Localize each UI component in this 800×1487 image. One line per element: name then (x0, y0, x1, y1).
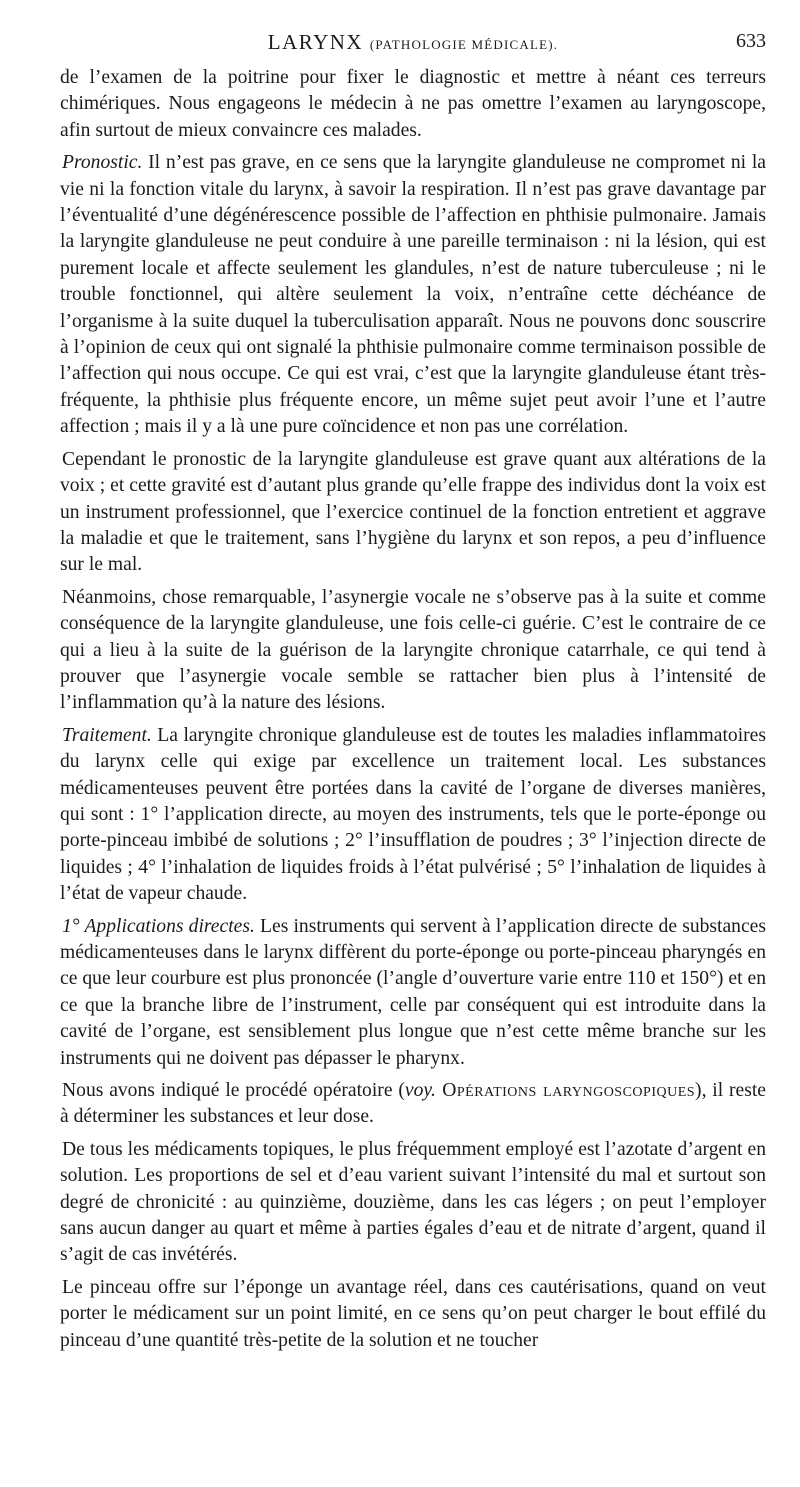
running-header (60, 30, 766, 56)
section-heading-pronostic: Pronostic. (62, 152, 143, 174)
paragraph-pronostic (60, 150, 766, 440)
section-heading-applications: 1° Applications directes. (62, 915, 255, 937)
paragraph-4-text: Néanmoins, chose remarquable, l’asynergie vocale ne s’observe pas à la suite et comme conséquence de la laryngite glanduleuse, une fois celle-ci guérie. C’est le contraire de ce qui a lieu à la suite de la guérison de la laryngite chronique catarrhale, ce qui tend à prouver que l’asynergie vocale semble se rattacher bien plus à l’intensité de l’inflammation qu’à la nature des lésions. (60, 586, 766, 714)
paragraph-7-text-after: ), il reste à déterminer les substances et leur dose. (60, 1080, 766, 1128)
paragraph-3-text: Cependant le pronostic de la laryngite glanduleuse est grave quant aux altérations de la voix ; et cette gravité est d’autant plus grande qu’elle frappe des individus dont la voix est un instrument professionnel, que l’exercice continuel de la fonction entretient et aggrave la maladie et que le traitement, sans l’hygiène du larynx et son repos, a peu d’influence sur le mal. (60, 448, 766, 576)
paragraph-1 (60, 65, 766, 144)
section-heading-traitement: Traitement. (62, 724, 152, 746)
paragraph-4 (60, 585, 766, 717)
paragraph-applications-text: Les instruments qui servent à l’application directe de substances médicamenteuses dans le larynx diffèrent du porte-éponge ou porte-pinceau pharyngés en ce que leur courbure est plus prononcée (l’angle d’ouverture varie entre 110 et 150°) et en ce que la branche libre de l’instrument, celle par conséquent qui est introduite dans la cavité de l’organe, est sensiblement plus longue que n’est cette même branche sur les instruments qui ne doivent pas dépasser le pharynx. (60, 915, 766, 1069)
paragraph-7 (60, 1078, 766, 1131)
paragraph-traitement (60, 723, 766, 908)
paragraph-3 (60, 447, 766, 579)
page-number: 633 (736, 30, 766, 52)
paragraph-7-text-before: Nous avons indiqué le procédé opératoire ( (62, 1080, 405, 1102)
paragraph-9-text: Le pinceau offre sur l’éponge un avantage réel, dans ces cautérisations, quand on veut porter le médicament sur un point limité, en ce sens qu’on peut charger le bout effilé du pinceau d’une quantité très-petite de la solution et ne toucher (60, 1276, 766, 1351)
paragraph-8-text: De tous les médicaments topiques, le plus fréquemment employé est l’azotate d’argent en solution. Les proportions de sel et d’eau varient suivant l’intensité du mal et surtout son degré de chronicité : au quinzième, douzième, dans les cas légers ; on peut l’employer sans aucun danger au quart et même à parties égales d’eau et de nitrate d’argent, quand il s’agit de cas invétérés. (60, 1138, 766, 1266)
cross-reference-voy: voy. (404, 1080, 436, 1102)
cross-reference-title: Opérations laryngoscopiques (435, 1080, 696, 1102)
running-title-subtitle: (PATHOLOGIE MÉDICALE). (369, 37, 559, 52)
paragraph-traitement-text: La laryngite chronique glanduleuse est de toutes les maladies inflammatoires du larynx celle qui exige par excellence un traitement local. Les substances médicamenteuses peuvent être portées dans la cavité de l’organe de diverses manières, qui sont : 1° l’application directe, au moyen des instruments, tels que le porte-éponge ou porte-pinceau imbibé de solutions ; 2° l’insufflation de poudres ; 3° l’injection directe de liquides ; 4° l’inhalation de liquides froids à l’état pulvérisé ; 5° l’inhalation de liquides à l’état de vapeur chaude. (60, 724, 766, 905)
running-title-main: LARYNX (267, 30, 364, 54)
paragraph-pronostic-text: Il n’est pas grave, en ce sens que la laryngite glanduleuse ne compromet ni la vie ni la fonction vitale du larynx, à savoir la respiration. Il n’est pas grave davantage par l’éventualité d’une dégénérescence possible de l’affection en phthisie pulmonaire. Jamais la laryngite glanduleuse ne peut conduire à une pareille terminaison : ni la lésion, qui est purement locale et affecte seulement les glandules, n’est de nature tuberculeuse ; ni le trouble fonctionnel, qui altère seulement la voix, n’entraîne cette déchéance de l’organisme à la suite duquel la tuberculisation apparaît. Nous ne pouvons donc souscrire à l’opinion de ceux qui ont signalé la phthisie pulmonaire comme terminaison possible de l’affection qui nous occupe. Ce qui est vrai, c’est que la laryngite glanduleuse étant très-fréquente, la phthisie plus fréquente encore, un même sujet peut avoir l’une et l’autre affection ; mais il y a là une pure coïncidence et non pas une corrélation. (60, 152, 766, 438)
paragraph-applications (60, 914, 766, 1072)
paragraph-8 (60, 1137, 766, 1269)
paragraph-1-text: de l’examen de la poitrine pour fixer le diagnostic et mettre à néant ces terreurs chimériques. Nous engageons le médecin à ne pas omettre l’examen au laryngoscope, afin surtout de mieux convaincre ces malades. (60, 67, 766, 141)
paragraph-9 (60, 1275, 766, 1354)
running-title (60, 30, 766, 55)
page-body (60, 65, 766, 1360)
